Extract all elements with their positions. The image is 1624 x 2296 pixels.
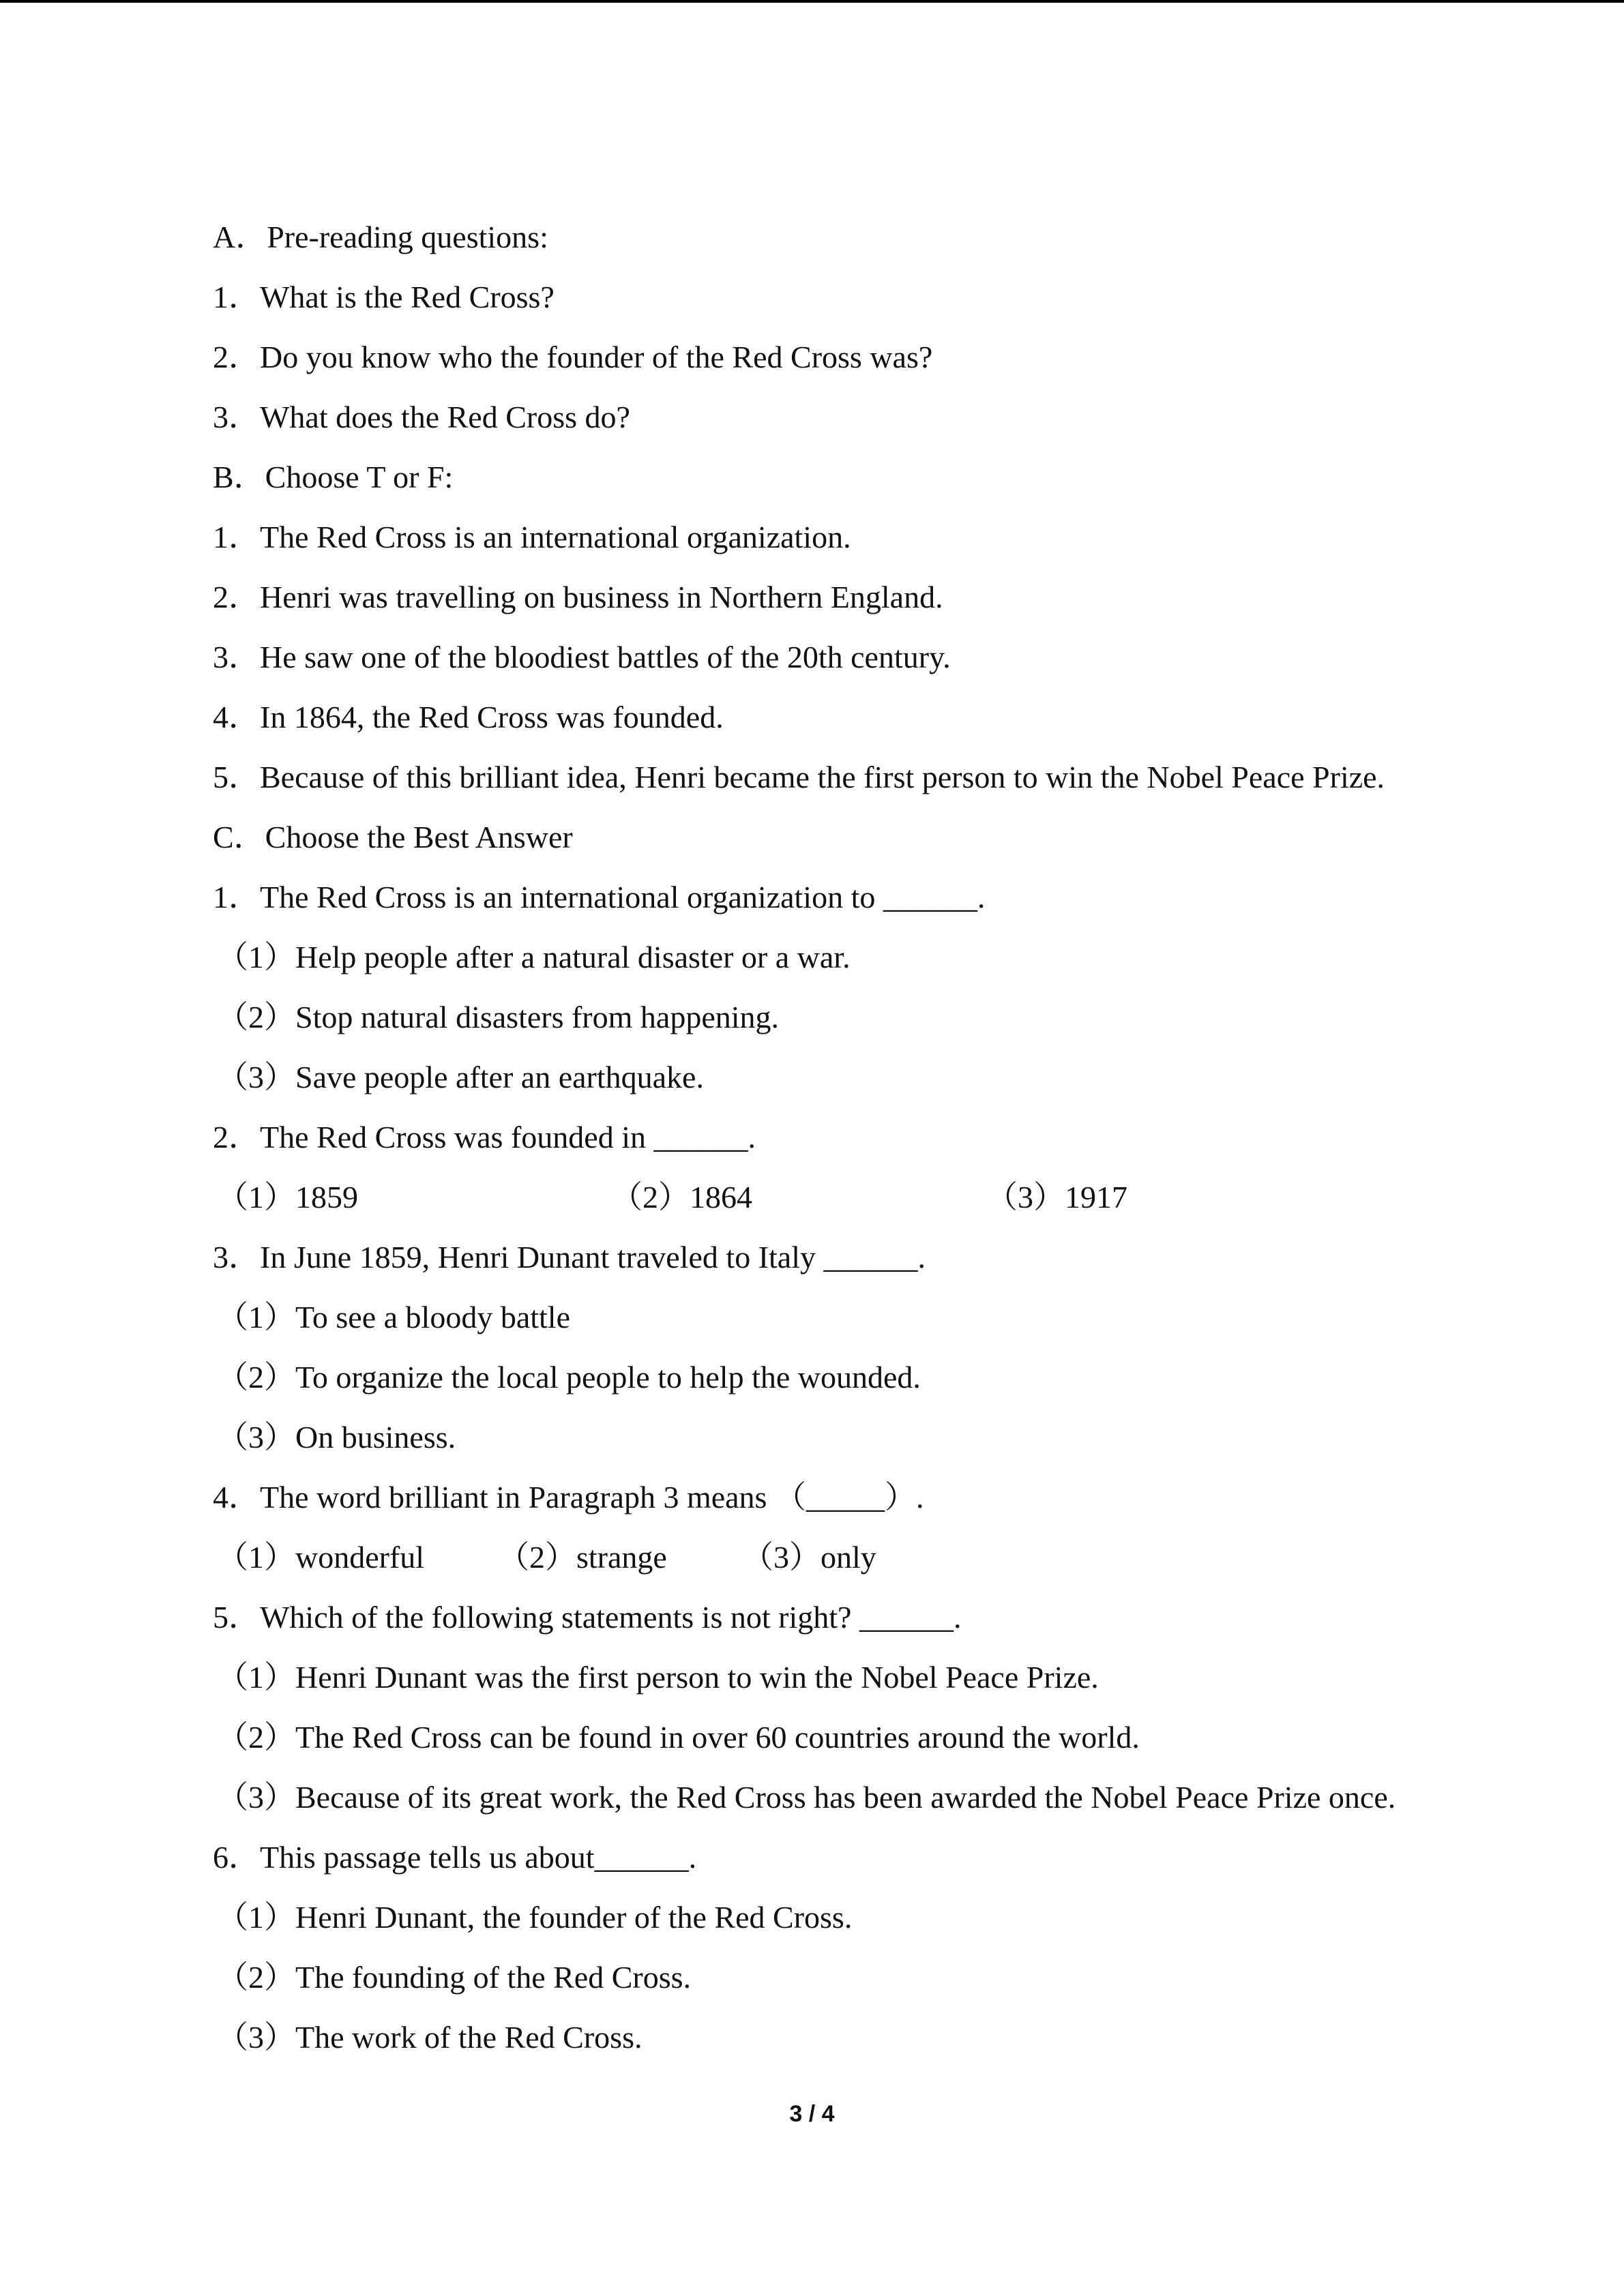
answer-option: （2）1864 [611,1180,752,1214]
answer-option: （3）1917 [986,1180,1127,1214]
true-false-statement: 3．He saw one of the bloodiest battles of the 20th century. [213,640,951,674]
answer-option: （2）Stop natural disasters from happening. [217,1000,780,1034]
true-false-statement: 2．Henri was travelling on business in Northern England. [213,580,943,614]
question-stem: 6．This passage tells us about______. [213,1840,697,1875]
page-top-border [0,0,1624,3]
answer-option: （2）The founding of the Red Cross. [217,1960,692,1995]
answer-option: （2）The Red Cross can be found in over 60 countries around the world. [217,1720,1140,1755]
answer-option: （1）Help people after a natural disaster or a war. [217,940,851,974]
pre-reading-question: 3．What does the Red Cross do? [213,400,630,434]
answer-option: （2）strange [498,1540,667,1575]
answer-option: （1）1859 [217,1180,358,1214]
pre-reading-question: 1．What is the Red Cross? [213,280,555,314]
answer-option: （3）On business. [217,1420,456,1455]
answer-option: （3）Save people after an earthquake. [217,1060,704,1094]
true-false-statement: 4．In 1864, the Red Cross was founded. [213,700,724,734]
section-a-heading: A．Pre-reading questions: [213,220,548,254]
section-b-heading: B．Choose T or F: [213,460,454,494]
question-stem: 3．In June 1859, Henri Dunant traveled to Italy ______. [213,1240,926,1274]
true-false-statement: 1．The Red Cross is an international organization. [213,520,851,554]
answer-option: （3）only [742,1540,876,1575]
answer-option: （1）Henri Dunant was the first person to win the Nobel Peace Prize. [217,1660,1099,1695]
question-stem: 4．The word brilliant in Paragraph 3 means （_____）. [213,1480,924,1515]
section-c-heading: C．Choose the Best Answer [213,820,573,854]
answer-option: （3）The work of the Red Cross. [217,2020,643,2055]
page-number: 3 / 4 [789,2101,835,2127]
answer-option: （1）wonderful [217,1540,425,1575]
question-stem: 5．Which of the following statements is not right? ______. [213,1600,962,1635]
true-false-statement: 5．Because of this brilliant idea, Henri became the first person to win the Nobel Peace Prize. [213,760,1385,794]
question-stem: 1．The Red Cross is an international organization to ______. [213,880,986,914]
answer-option: （3）Because of its great work, the Red Cross has been awarded the Nobel Peace Prize once. [217,1780,1396,1815]
answer-option: （2）To organize the local people to help the wounded. [217,1360,921,1395]
question-stem: 2．The Red Cross was founded in ______. [213,1120,756,1154]
pre-reading-question: 2．Do you know who the founder of the Red Cross was? [213,340,933,374]
answer-option: （1）To see a bloody battle [217,1300,570,1335]
answer-option: （1）Henri Dunant, the founder of the Red Cross. [217,1900,853,1935]
